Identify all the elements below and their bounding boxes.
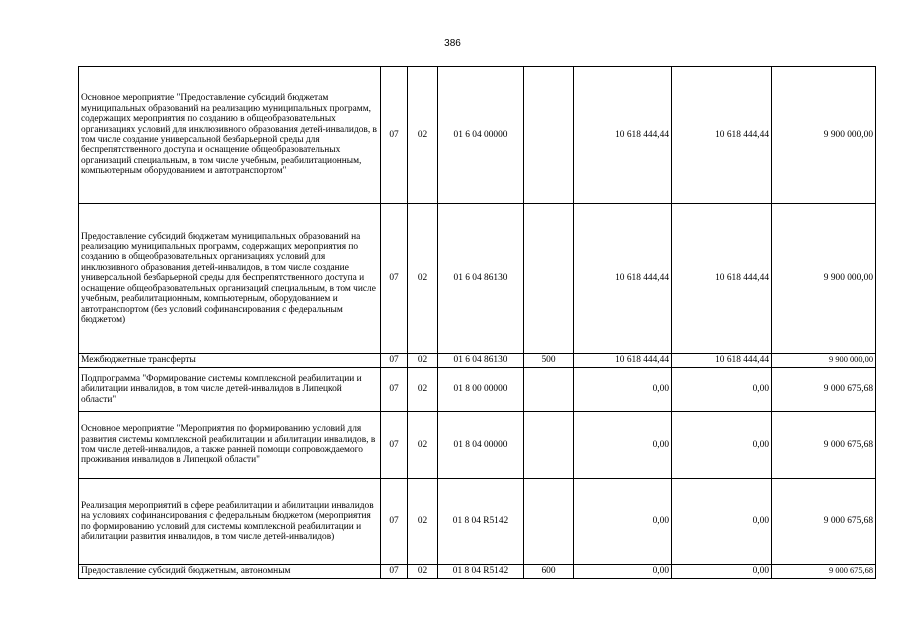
row-target: 01 8 00 00000 [438, 368, 524, 412]
row-sum-1: 10 618 444,44 [574, 67, 672, 204]
row-sum-1: 0,00 [574, 565, 672, 579]
row-target: 01 8 04 R5142 [438, 479, 524, 565]
row-section: 07 [381, 67, 408, 204]
row-target: 01 8 04 R5142 [438, 565, 524, 579]
row-section: 07 [381, 204, 408, 354]
row-subsection: 02 [408, 412, 438, 479]
table-row [79, 412, 876, 479]
table-row [79, 565, 876, 579]
row-sum-2: 0,00 [672, 368, 772, 412]
row-sum-3: 9 000 675,68 [772, 412, 876, 479]
row-expense-type [524, 412, 574, 479]
row-sum-1: 10 618 444,44 [574, 354, 672, 368]
row-section: 07 [381, 412, 408, 479]
row-sum-1: 0,00 [574, 368, 672, 412]
row-target: 01 6 04 86130 [438, 204, 524, 354]
table-row [79, 479, 876, 565]
row-sum-2: 0,00 [672, 479, 772, 565]
row-subsection: 02 [408, 354, 438, 368]
row-sum-3: 9 900 000,00 [772, 204, 876, 354]
page-number: 386 [444, 38, 461, 49]
row-expense-type [524, 479, 574, 565]
row-name: Межбюджетные трансферты [79, 354, 381, 368]
row-expense-type: 600 [524, 565, 574, 579]
row-subsection: 02 [408, 67, 438, 204]
row-sum-3: 9 900 000,00 [772, 354, 876, 368]
row-subsection: 02 [408, 368, 438, 412]
row-subsection: 02 [408, 479, 438, 565]
row-name: Подпрограмма "Формирование системы комплексной реабилитации и абилитации инвалидов, в том числе детей-инвалидов в Липецкой области" [79, 368, 381, 412]
table-row [79, 67, 876, 204]
row-expense-type: 500 [524, 354, 574, 368]
row-sum-2: 0,00 [672, 565, 772, 579]
row-name: Предоставление субсидий бюджетным, автономным [79, 565, 381, 579]
row-sum-1: 0,00 [574, 479, 672, 565]
row-name: Основное мероприятие "Мероприятия по формированию условий для развития системы комплексной реабилитации и абилитации инвалидов, в том числе детей-инвалидов, а также ранней помощи сопровождаемого проживания инвалидов в Липецкой области" [79, 412, 381, 479]
row-sum-3: 9 000 675,68 [772, 479, 876, 565]
row-sum-3: 9 000 675,68 [772, 368, 876, 412]
row-subsection: 02 [408, 565, 438, 579]
budget-table [78, 66, 876, 579]
row-subsection: 02 [408, 204, 438, 354]
row-sum-1: 0,00 [574, 412, 672, 479]
row-sum-1: 10 618 444,44 [574, 204, 672, 354]
row-section: 07 [381, 368, 408, 412]
row-sum-3: 9 900 000,00 [772, 67, 876, 204]
row-name: Основное мероприятие "Предоставление субсидий бюджетам муниципальных образований на реализацию муниципальных программ, содержащих мероприятия по созданию в общеобразовательных организациях условий для инклюзивного образования детей-инвалидов, в том числе создание универсальной безбарьерной среды для беспрепятственного доступа и оснащение общеобразовательных организаций специальным, в том числе учебным, реабилитационным, компьютерным оборудованием и автотранспортом" [79, 67, 381, 204]
row-section: 07 [381, 565, 408, 579]
row-target: 01 8 04 00000 [438, 412, 524, 479]
table-row [79, 368, 876, 412]
row-sum-2: 10 618 444,44 [672, 354, 772, 368]
row-sum-2: 10 618 444,44 [672, 67, 772, 204]
row-sum-2: 0,00 [672, 412, 772, 479]
row-expense-type [524, 204, 574, 354]
row-target: 01 6 04 86130 [438, 354, 524, 368]
row-expense-type [524, 67, 574, 204]
row-section: 07 [381, 354, 408, 368]
table-row [79, 354, 876, 368]
row-name: Предоставление субсидий бюджетам муниципальных образований на реализацию муниципальных программ, содержащих мероприятия по созданию в общеобразовательных организациях условий для инклюзивного образования детей-инвалидов, в том числе создание универсальной безбарьерной среды для беспрепятственного доступа и оснащение общеобразовательных организаций специальным, в том числе учебным, реабилитационным, компьютерным, оборудованием и автотранспортом (без условий софинансирования с федеральным бюджетом) [79, 204, 381, 354]
row-sum-2: 10 618 444,44 [672, 204, 772, 354]
table-row [79, 204, 876, 354]
row-expense-type [524, 368, 574, 412]
row-section: 07 [381, 479, 408, 565]
row-name: Реализация мероприятий в сфере реабилитации и абилитации инвалидов на условиях софинансирования с федеральным бюджетом (мероприятия по формированию условий для системы комплексной реабилитации и абилитации развития инвалидов, в том числе детей-инвалидов) [79, 479, 381, 565]
row-sum-3: 9 000 675,68 [772, 565, 876, 579]
row-target: 01 6 04 00000 [438, 67, 524, 204]
